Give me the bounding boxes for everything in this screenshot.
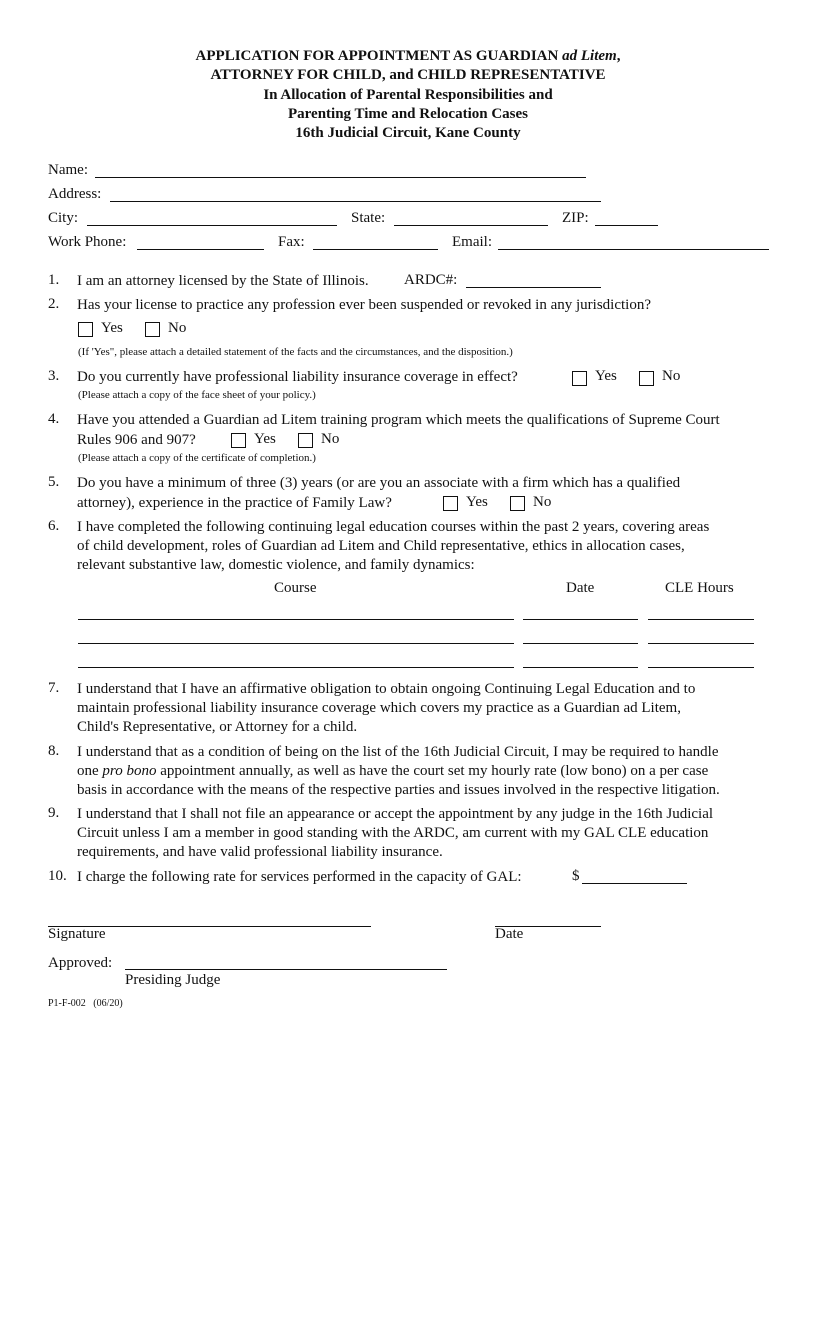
ardc-number-field[interactable] (466, 287, 601, 288)
q4-yes-checkbox[interactable] (231, 433, 246, 448)
judge-signature-field[interactable] (125, 969, 447, 970)
item-number: 5. (48, 474, 60, 490)
fax-label: Fax: (278, 234, 305, 250)
q2-no-checkbox[interactable] (145, 322, 160, 337)
q2-yes-label: Yes (101, 320, 123, 336)
question-2-text: Has your license to practice any profession ever been suspended or revoked in any jurisdiction? (77, 297, 651, 313)
q4-yes-label: Yes (254, 431, 276, 447)
email-field[interactable] (498, 249, 769, 250)
item-number: 4. (48, 411, 60, 427)
email-label: Email: (452, 234, 492, 250)
presiding-judge-label: Presiding Judge (125, 972, 221, 988)
cle-date-field[interactable] (523, 619, 638, 620)
ardc-label: ARDC#: (404, 272, 458, 288)
form-title-line-1: APPLICATION FOR APPOINTMENT AS GUARDIAN ad Litem, (195, 48, 621, 64)
item-number: 9. (48, 805, 60, 821)
statement-8-line-3: basis in accordance with the means of the respective parties and issues involved in the respective litigation. (77, 782, 720, 798)
cle-date-field[interactable] (523, 643, 638, 644)
item-number: 2. (48, 296, 60, 312)
cle-course-field[interactable] (78, 667, 514, 668)
q5-no-checkbox[interactable] (510, 496, 525, 511)
form-title-line-3: In Allocation of Parental Responsibilities and (263, 87, 553, 103)
signature-label: Signature (48, 926, 106, 942)
q5-yes-checkbox[interactable] (443, 496, 458, 511)
statement-7-line-2: maintain professional liability insurance coverage which covers my practice as a Guardian ad Litem, (77, 700, 681, 716)
question-10-text: I charge the following rate for services performed in the capacity of GAL: (77, 869, 522, 885)
q5-no-label: No (533, 494, 552, 510)
cle-column-hours: CLE Hours (665, 580, 734, 596)
zip-field[interactable] (595, 225, 658, 226)
item-number: 3. (48, 368, 60, 384)
cle-hours-field[interactable] (648, 667, 754, 668)
work-phone-field[interactable] (137, 249, 264, 250)
gal-rate-field[interactable] (582, 883, 687, 884)
zip-label: ZIP: (562, 210, 589, 226)
state-field[interactable] (394, 225, 548, 226)
q2-no-label: No (168, 320, 187, 336)
approved-label: Approved: (48, 955, 113, 971)
city-label: City: (48, 210, 79, 226)
question-6-text-line-2: of child development, roles of Guardian ad Litem and Child representative, ethics in allocation cases, (77, 538, 685, 554)
question-3-note: (Please attach a copy of the face sheet of your policy.) (78, 389, 316, 401)
q4-no-checkbox[interactable] (298, 433, 313, 448)
question-3-text: Do you currently have professional liability insurance coverage in effect? (77, 369, 518, 385)
fax-field[interactable] (313, 249, 438, 250)
statement-9-line-1: I understand that I shall not file an appearance or accept the appointment by any judge in the 16th Judicial (77, 806, 714, 822)
question-4-text-line-1: Have you attended a Guardian ad Litem training program which meets the qualifications of Supreme Court (77, 412, 720, 428)
city-field[interactable] (87, 225, 337, 226)
item-number: 8. (48, 743, 60, 759)
question-6-text-line-1: I have completed the following continuing legal education courses within the past 2 years, covering areas (77, 519, 710, 535)
statement-8-line-1: I understand that as a condition of being on the list of the 16th Judicial Circuit, I may be required to handle (77, 744, 719, 760)
form-title-line-2: ATTORNEY FOR CHILD, and CHILD REPRESENTATIVE (210, 67, 606, 83)
item-number: 6. (48, 518, 60, 534)
dollar-sign: $ (572, 868, 580, 884)
question-5-text-line-1: Do you have a minimum of three (3) years (or are you an associate with a firm which has a qualified (77, 475, 681, 491)
statement-7-line-3: Child's Representative, or Attorney for a child. (77, 719, 358, 735)
q5-yes-label: Yes (466, 494, 488, 510)
name-label: Name: (48, 162, 88, 178)
form-title-line-5: 16th Judicial Circuit, Kane County (295, 125, 521, 141)
name-field[interactable] (95, 177, 586, 178)
cle-hours-field[interactable] (648, 643, 754, 644)
statement-7-line-1: I understand that I have an affirmative obligation to obtain ongoing Continuing Legal Education and to (77, 681, 696, 697)
statement-9-line-2: Circuit unless I am a member in good standing with the ARDC, am current with my GAL CLE education (77, 825, 709, 841)
cle-hours-field[interactable] (648, 619, 754, 620)
item-number: 1. (48, 272, 60, 288)
cle-column-course: Course (274, 580, 317, 596)
q4-no-label: No (321, 431, 340, 447)
question-4-text-line-2: Rules 906 and 907? (77, 432, 196, 448)
statement-8-line-2: one pro bono appointment annually, as well as have the court set my hourly rate (low bono) on a per case (77, 763, 709, 779)
q3-no-checkbox[interactable] (639, 371, 654, 386)
q3-no-label: No (662, 368, 681, 384)
cle-date-field[interactable] (523, 667, 638, 668)
statement-9-line-3: requirements, and have valid professional liability insurance. (77, 844, 443, 860)
cle-course-field[interactable] (78, 643, 514, 644)
question-6-text-line-3: relevant substantive law, domestic violence, and family dynamics: (77, 557, 475, 573)
address-field[interactable] (110, 201, 601, 202)
question-4-note: (Please attach a copy of the certificate of completion.) (78, 452, 316, 464)
state-label: State: (351, 210, 386, 226)
signature-date-label: Date (495, 926, 524, 942)
q3-yes-checkbox[interactable] (572, 371, 587, 386)
form-title-line-4: Parenting Time and Relocation Cases (287, 106, 528, 122)
question-1-text: I am an attorney licensed by the State of Illinois. (77, 273, 369, 289)
work-phone-label: Work Phone: (48, 234, 127, 250)
item-number: 10. (48, 868, 67, 884)
cle-course-field[interactable] (78, 619, 514, 620)
form-code: P1-F-002 (06/20) (48, 998, 123, 1009)
q3-yes-label: Yes (595, 368, 617, 384)
cle-column-date: Date (566, 580, 595, 596)
item-number: 7. (48, 680, 60, 696)
question-5-text-line-2: attorney), experience in the practice of Family Law? (77, 495, 392, 511)
question-2-note: (If 'Yes", please attach a detailed statement of the facts and the circumstances, and the disposition.) (78, 346, 513, 358)
address-label: Address: (48, 186, 102, 202)
q2-yes-checkbox[interactable] (78, 322, 93, 337)
